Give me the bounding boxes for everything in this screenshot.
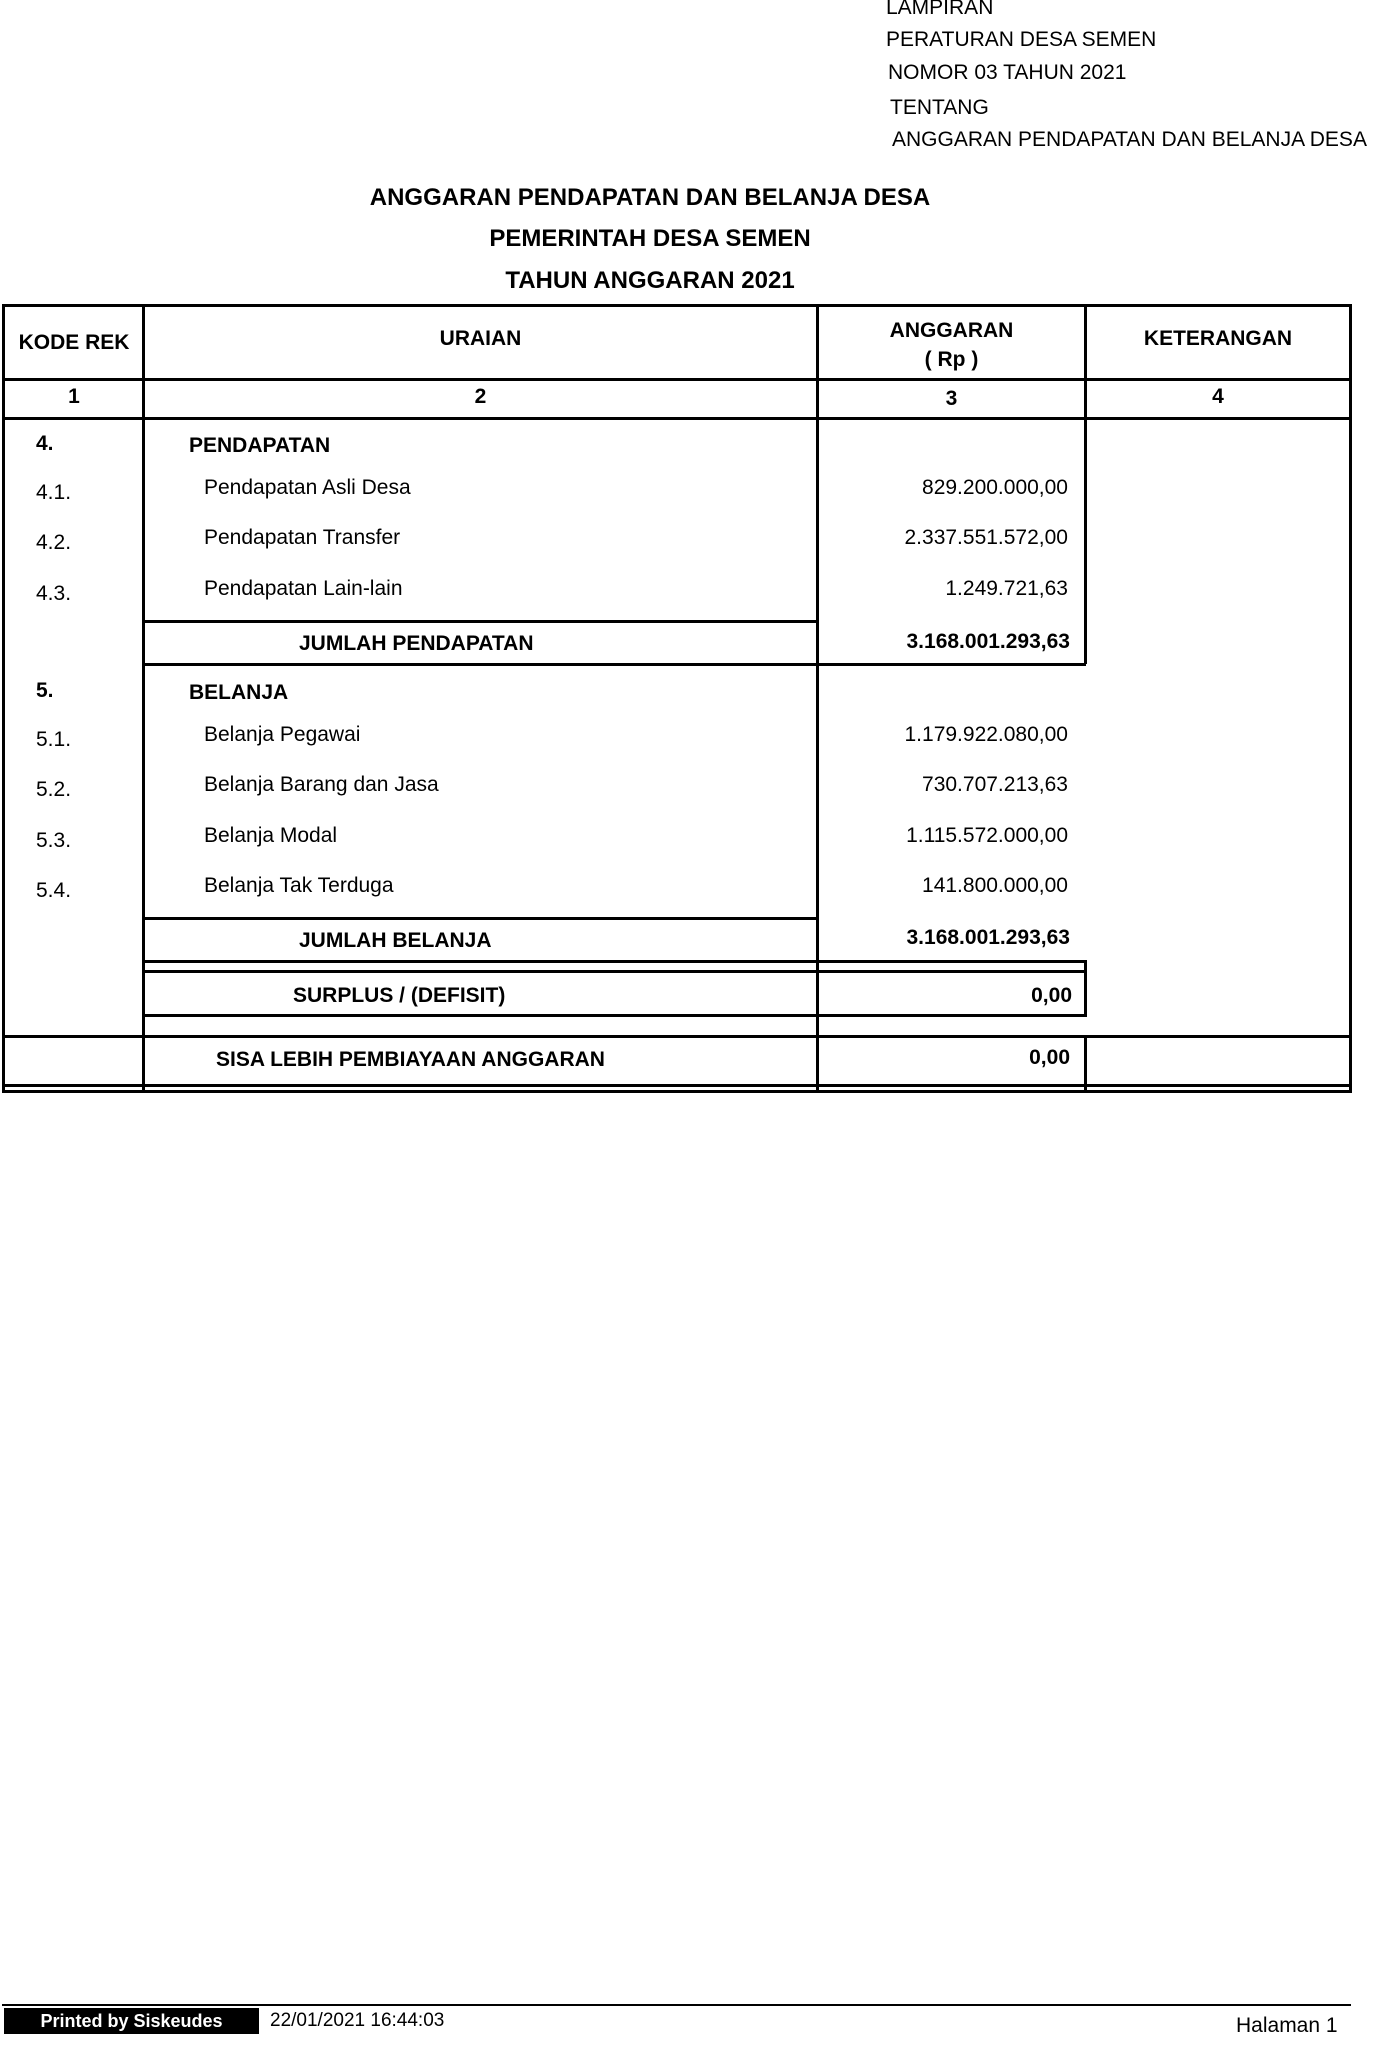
printed-by-label: Printed by Siskeudes (4, 2008, 259, 2034)
col-number-2: 2 (474, 385, 487, 408)
section-label-belanja: BELANJA (189, 681, 289, 704)
sisa-label: SISA LEBIH PEMBIAYAAN ANGGARAN (216, 1048, 605, 1071)
row-code: 4.3. (36, 582, 72, 605)
doc-title-line-3: TAHUN ANGGARAN 2021 (505, 267, 795, 294)
row-code: 5.3. (36, 829, 72, 852)
header-uraian: URAIAN (439, 327, 522, 350)
print-timestamp: 22/01/2021 16:44:03 (270, 2010, 445, 2031)
lampiran-line-2: PERATURAN DESA SEMEN (886, 28, 1157, 51)
row-value: 1.115.572.000,00 (906, 824, 1068, 847)
row-label: Belanja Pegawai (204, 723, 361, 746)
row-label: Belanja Tak Terduga (204, 874, 394, 897)
row-value: 1.179.922.080,00 (904, 723, 1068, 746)
row-label: Pendapatan Lain-lain (204, 577, 403, 600)
row-label: Pendapatan Transfer (204, 526, 401, 549)
row-value: 1.249.721,63 (945, 577, 1068, 600)
header-anggaran: ANGGARAN (889, 319, 1014, 342)
row-code: 4.2. (36, 531, 72, 554)
total-label-pendapatan: JUMLAH PENDAPATAN (299, 632, 534, 655)
row-label: Belanja Barang dan Jasa (204, 773, 439, 796)
lampiran-line-5: ANGGARAN PENDAPATAN DAN BELANJA DESA (892, 128, 1367, 151)
row-label: Belanja Modal (204, 824, 338, 847)
row-value: 141.800.000,00 (922, 874, 1068, 897)
row-code: 5.2. (36, 778, 72, 801)
row-code: 5.1. (36, 728, 72, 751)
row-code: 5.4. (36, 879, 72, 902)
section-code-pendapatan: 4. (36, 432, 54, 455)
surplus-value: 0,00 (1031, 984, 1072, 1007)
row-value: 730.707.213,63 (922, 773, 1068, 796)
header-anggaran-unit: ( Rp ) (924, 348, 979, 371)
col-number-4: 4 (1212, 385, 1224, 408)
row-value: 829.200.000,00 (922, 476, 1068, 499)
lampiran-line-4: TENTANG (890, 96, 989, 119)
row-code: 4.1. (36, 481, 72, 504)
row-value: 2.337.551.572,00 (904, 526, 1068, 549)
page-number: Halaman 1 (1236, 2014, 1338, 2037)
total-value-pendapatan: 3.168.001.293,63 (906, 630, 1070, 653)
footer-rule (2, 2004, 1351, 2006)
col-number-1: 1 (68, 385, 80, 408)
col-number-3: 3 (945, 387, 958, 410)
section-code-belanja: 5. (36, 679, 54, 702)
total-label-belanja: JUMLAH BELANJA (299, 929, 492, 952)
total-value-belanja: 3.168.001.293,63 (906, 926, 1070, 949)
lampiran-line-1: LAMPIRAN (886, 0, 994, 19)
section-label-pendapatan: PENDAPATAN (189, 434, 331, 457)
header-keterangan: KETERANGAN (1143, 327, 1293, 350)
row-label: Pendapatan Asli Desa (204, 476, 411, 499)
sisa-value: 0,00 (1029, 1046, 1070, 1069)
lampiran-line-3: NOMOR 03 TAHUN 2021 (888, 61, 1127, 84)
header-kode-rek: KODE REK (18, 331, 130, 354)
doc-title-line-2: PEMERINTAH DESA SEMEN (489, 225, 811, 252)
surplus-label: SURPLUS / (DEFISIT) (293, 984, 506, 1007)
doc-title-line-1: ANGGARAN PENDAPATAN DAN BELANJA DESA (369, 184, 931, 211)
